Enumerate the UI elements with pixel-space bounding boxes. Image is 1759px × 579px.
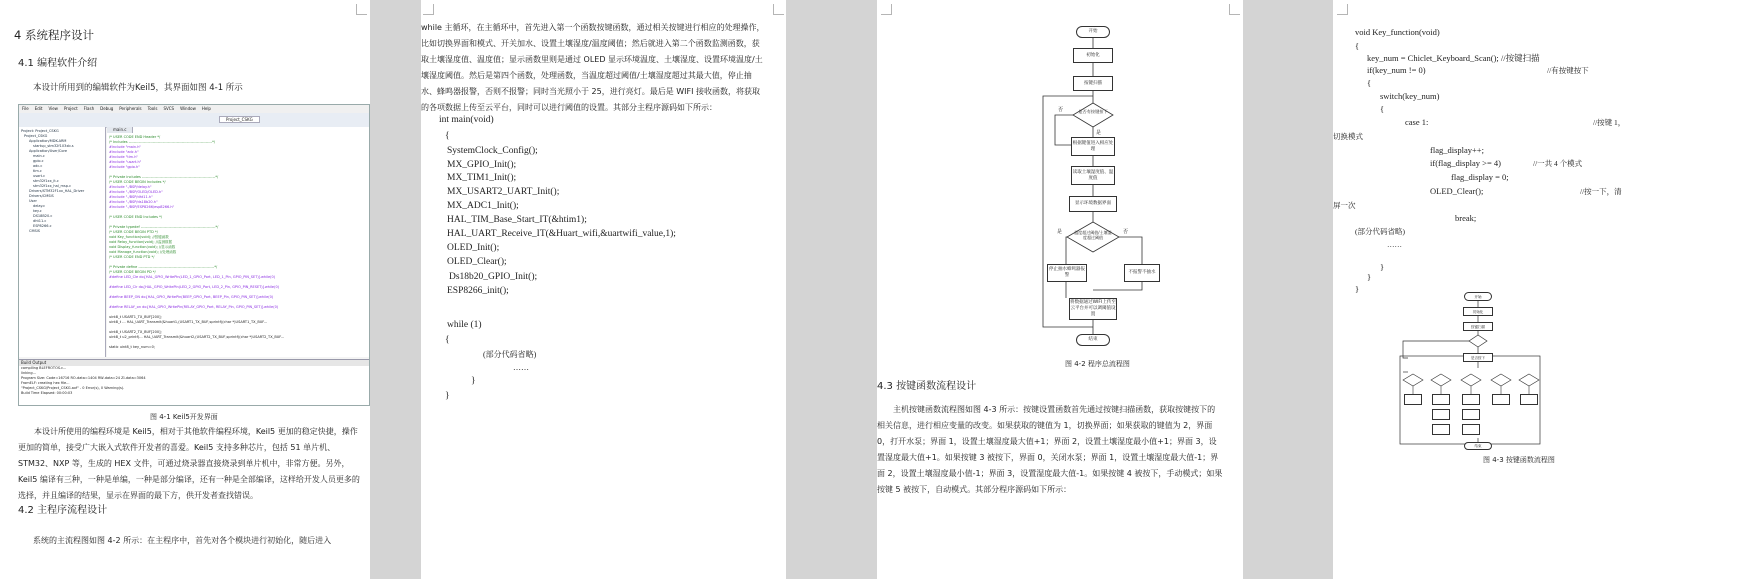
- key-action-box: [1432, 394, 1450, 405]
- key-action-box: [1462, 424, 1480, 435]
- code-line: void Relay_function(void); //监测数据: [109, 240, 172, 244]
- code-line: (部分代码省略): [1355, 227, 1405, 236]
- key-flow-pressed: 是否按下: [1463, 353, 1493, 362]
- flow-no-alarm: 不报警不抽水: [1124, 264, 1160, 282]
- code-line: HAL_UART_Receive_IT(&Huart_wifi,&uartwifi_value,1);: [447, 229, 676, 239]
- key-action-box: [1520, 394, 1538, 405]
- code-line: #include "usart.h": [109, 160, 142, 164]
- document-page-1: [0, 0, 370, 579]
- code-line: }: [1367, 272, 1372, 282]
- project-tree-item: Application/MDK-ARM: [29, 139, 67, 143]
- code-line: {: [445, 335, 450, 345]
- code-line: //一共 4 个模式: [1533, 159, 1583, 168]
- project-tree-item: Application/User/Core: [29, 149, 67, 153]
- code-line: void Manage_function(void); //处理函数: [109, 250, 177, 254]
- code-line: if(flag_display >= 4): [1430, 158, 1501, 168]
- code-line: #include "./BSP/OLED/OLED.h": [109, 190, 163, 194]
- key-flowchart-connectors: [1333, 0, 1759, 579]
- code-line: ……: [1387, 240, 1402, 249]
- code-line: #define LED_Clr do{HAL_GPIO_WritePin(LED_2_GPIO_Port, LED_2_Pin, GPIO_PIN_RESET)}while(0): [109, 285, 280, 289]
- code-line: /* Private includes ----------------------------------------------------------*/: [109, 175, 219, 179]
- project-tree-item: ESP8266.c: [33, 224, 52, 228]
- project-tree-item: tim.c: [33, 169, 42, 173]
- code-line: void Key_function(void); //按键函数: [109, 235, 169, 239]
- section-heading-4-2: 4.2 主程序流程设计: [18, 505, 108, 516]
- code-line: /* Private typedef -----------------------------------------------------------*/: [109, 225, 219, 229]
- code-line: {: [1355, 41, 1360, 51]
- document-page-3: [877, 0, 1243, 579]
- main-flow-intro-line: 系统的主流程图如图 4-2 所示：在主程序中，首先对各个模块进行初始化，随后进入: [33, 536, 332, 545]
- key-action-box: [1492, 394, 1510, 405]
- code-line: OLED_Clear();: [447, 257, 507, 267]
- document-page-4: [1333, 0, 1759, 579]
- key-action-box: [1462, 394, 1480, 405]
- figure-4-2-caption: 图 4-2 程序总流程图: [1065, 360, 1130, 368]
- project-tree-item: main.c: [33, 154, 45, 158]
- flow-no-label-2: 否: [1123, 229, 1129, 235]
- ide-toolbar: [19, 113, 369, 128]
- ide-menu-item: Edit: [34, 106, 43, 111]
- code-line: #include "./BSP/ds18b20.h": [109, 200, 158, 204]
- code-line: MX_GPIO_Init();: [447, 160, 517, 170]
- code-line: //有按键按下: [1547, 66, 1589, 75]
- figure-4-3-caption: 图 4-3 按键函数流程图: [1483, 456, 1555, 464]
- code-line: flag_display++;: [1430, 145, 1484, 155]
- ide-menu-item: Window: [180, 106, 196, 111]
- code-line: (部分代码省略): [483, 350, 537, 359]
- margin-corner-mark: [773, 4, 784, 15]
- code-line: static uint8_t key_num=0;: [109, 345, 156, 349]
- project-tree-item: delay.c: [33, 204, 46, 208]
- code-line: uint8_t USART1_TX_BUF[200];: [109, 315, 162, 319]
- code-line: MX_ADC1_Init();: [447, 201, 519, 211]
- key-action-box: [1432, 409, 1450, 420]
- build-output-line: FromELF: creating hex file...: [21, 381, 70, 385]
- margin-corner-mark: [423, 4, 434, 15]
- flow-stop-alarm: 停止抽水蜂鸣器报警: [1047, 264, 1087, 282]
- key-flow-scan: 按键扫描: [1463, 322, 1493, 331]
- ide-menu-item: Project: [63, 106, 78, 111]
- document-page-2: [421, 0, 786, 579]
- keil5-ide-screenshot: [18, 104, 370, 406]
- ide-menu-item: Help: [201, 106, 211, 111]
- flow-decision-threshold: 温度超过阈值/土壤湿度超过阈值: [1074, 230, 1112, 240]
- flow-yes-label-1: 是: [1096, 130, 1102, 136]
- ide-menu-item: Peripherals: [119, 106, 142, 111]
- margin-corner-mark: [356, 4, 367, 15]
- code-line: }: [445, 391, 450, 401]
- key-branch-decision: [1403, 374, 1423, 386]
- flow-no-label-1: 否: [1058, 107, 1064, 113]
- ide-build-output: [19, 359, 369, 406]
- key-action-box: [1404, 394, 1422, 405]
- code-line: }: [471, 376, 476, 386]
- code-line: #define LED_Cle do{HAL_GPIO_WritePin(LED_1_GPIO_Port, LED_1_Pin, GPIO_PIN_SET)}while(0): [109, 275, 276, 279]
- project-tree-item: Project: Project_CSKG: [21, 129, 59, 133]
- ide-code-editor: [107, 127, 369, 357]
- ide-menu-bar: [19, 105, 369, 113]
- code-line: /* Includes ------------------------------------------------------------------*/: [109, 140, 216, 144]
- code-line: case 1:: [1405, 117, 1429, 127]
- code-line: #define BEEP_ON do{HAL_GPIO_WritePin(BEEP_GPIO_Port, BEEP_Pin, GPIO_PIN_SET)}while(0): [109, 295, 274, 299]
- project-tree-item: Drivers/CMSIS: [29, 194, 54, 198]
- key-branch-decision: [1461, 374, 1481, 386]
- key-branch-decision: [1519, 374, 1539, 386]
- flow-display: 显示环境数据界面: [1069, 196, 1117, 212]
- code-line: MX_USART2_UART_Init();: [447, 187, 560, 197]
- code-line: {: [1367, 78, 1372, 88]
- flowchart-connectors: [877, 0, 1243, 400]
- key-function-paragraph: 主机按键函数流程图如图 4-3 所示：按键设置函数首先通过按键扫描函数，获取按键按下的相关信息，进行相应变量的改变。如果获取的键值为 1，切换界面；如果获取的键值为 2，界面 0，打开水泵；界面 1，设置土壤湿度最大值+1；界面 2，设置土壤湿度最小值+1；界面 3，设置湿度最大值+1。如果按键 3 被按下，界面 0，关闭水泵；界面 1，设置土壤湿度最大值-1；界面 2，设置土壤湿度最小值-1；界面 3，设置湿度最大值-1。如果按键 4 被按下，手动模式；如果按键 5 被按下，自动模式。其部分程序源码如下所示：: [877, 405, 1223, 494]
- code-line: #include "./BSP/dht11.h": [109, 195, 153, 199]
- keil5-description-paragraph: 本设计所使用的编程环境是 Keil5，相对于其他软件编程环境，Keil5 更加的稳定快捷，操作更加的简单，接受广大嵌入式软件开发者的喜爱。Keil5 支持多种芯片，包括 51 单片机、STM32、NXP 等，生成的 HEX 文件，可通过烧录器直接烧录到单片机中，非常方便。另外，Keil5 编译有三种，一种是单编，一种是部分编译，还有一种是全部编译，这样给开发人员更多的选择，并且编译的结果，显示在界面的最下方，供开发者查找错误。: [18, 427, 360, 500]
- ide-menu-item: SVCS: [163, 106, 175, 111]
- code-line: MX_TIM1_Init();: [447, 173, 517, 183]
- key-action-box: [1462, 409, 1480, 420]
- code-line: }: [1355, 284, 1360, 294]
- code-line: SystemClock_Config();: [447, 146, 538, 156]
- code-line: ESP8266_init();: [447, 286, 509, 296]
- build-output-line: Build Time Elapsed: 00:00:03: [21, 391, 73, 395]
- project-tree-item: startup_stm32f103xb.s: [33, 144, 74, 148]
- key-action-box: [1432, 424, 1450, 435]
- flow-yes-label-2: 是: [1057, 229, 1063, 235]
- ide-target-select: Project_CSKG: [219, 116, 260, 123]
- project-tree-item: gpio.c: [33, 159, 44, 163]
- flow-decision-key: 是否有按键按下: [1078, 109, 1108, 114]
- flow-init: 初始化: [1073, 48, 1113, 63]
- flow-key-scan: 按键扫描: [1073, 76, 1113, 91]
- intro-sentence: 本设计所用到的编辑软件为Keil5，其界面如图 4-1 所示: [33, 83, 243, 93]
- code-line: #define RELAY_on do{HAL_GPIO_WritePin(RELAY_GPIO_Port, RELAY_Pin, GPIO_PIN_SET)}while(0): [109, 305, 279, 309]
- section-heading-4-1: 4.1 编程软件介绍: [18, 58, 98, 69]
- build-output-line: linking...: [21, 371, 36, 375]
- project-tree-item: stm32f1xx_hal_msp.c: [33, 184, 71, 188]
- build-output-title: Build Output: [19, 360, 369, 366]
- code-line: uint8_t ... HAL_UART_Transmit(&huart1,(USART1_TX_BUF,sprintf((char *)USART1_TX_BUF...: [109, 320, 268, 324]
- project-tree-item: Drivers/STM32F1xx_HAL_Driver: [29, 189, 85, 193]
- code-line: #include "adc.h": [109, 150, 139, 154]
- code-line: /* USER CODE END Includes */: [109, 215, 163, 219]
- code-line: /* USER CODE BEGIN PTD */: [109, 230, 158, 234]
- ide-menu-item: File: [22, 106, 29, 111]
- code-line: if(key_num != 0): [1367, 65, 1426, 75]
- code-line: //按键 1，: [1593, 118, 1626, 127]
- code-line: OLED_Clear();: [1430, 186, 1484, 196]
- key-flow-init: 初始化: [1463, 307, 1493, 316]
- key-branch-decision: [1491, 374, 1511, 386]
- build-output-line: "Project_CSKG\Project_CSKG.axf" - 0 Error(s), 0 Warning(s).: [21, 386, 125, 390]
- code-line: uint8_t USART2_TX_BUF[200];: [109, 330, 162, 334]
- code-line: void Key_function(void): [1355, 27, 1440, 37]
- flow-start: 开始: [1076, 26, 1110, 38]
- ide-menu-item: Debug: [100, 106, 114, 111]
- code-line: void Display_function(void); //显示函数: [109, 245, 176, 249]
- project-tree-item: adc.c: [33, 164, 43, 168]
- code-line: //按一下，清: [1580, 187, 1622, 196]
- code-line: }: [1380, 262, 1385, 272]
- code-line: 切换模式: [1333, 132, 1363, 141]
- main-loop-paragraph: while 主循环，在主循环中，首先进入第一个函数按键函数，通过相关按键进行相应的处理操作，比如切换界面和模式、开关加水、设置土壤湿度/温度阈值；然后就进入第二个函数监测函数，获取土壤湿度值、温度值；显示函数里则是通过 OLED 显示环境温度、土壤湿度、设置环境温度/土壤湿度阈值。然后是第四个函数，处理函数，当温度超过阈值/土壤湿度超过其最大值，停止抽水、蜂鸣器报警，否则不报警；同时当光照小于 25，进行亮灯。最后是 WIFI 接收函数，将获取的各项数据上传至云平台，同时可以进行阈值的设置。其部分主程序源码如下所示：: [421, 23, 765, 112]
- section-heading-4-3: 4.3 按键函数流程设计: [877, 381, 977, 392]
- code-line: 屏一次: [1333, 201, 1356, 210]
- flow-handle-key: 根据键值进入相应处理: [1071, 137, 1115, 156]
- key-flow-start: 开始: [1464, 292, 1492, 301]
- key-branch-decision: [1431, 374, 1451, 386]
- build-output-line: compiling BLEFROTOS.c...: [21, 366, 67, 370]
- flow-wifi-upload: 将数据通过WIFI上传至云平台并可以调阈值设置: [1069, 298, 1117, 320]
- code-line: /* USER CODE END Header */: [109, 135, 161, 139]
- code-line: #include "tim.h": [109, 155, 139, 159]
- code-line: /* USER CODE END PTD */: [109, 255, 155, 259]
- code-line: #include "main.h": [109, 145, 142, 149]
- code-line: {: [445, 131, 450, 141]
- code-line: HAL_TIM_Base_Start_IT(&htim1);: [447, 215, 587, 225]
- project-tree-item: DS18B20.c: [33, 214, 53, 218]
- ide-menu-item: View: [48, 106, 58, 111]
- ide-project-tree: [19, 127, 106, 357]
- project-tree-item: usart.c: [33, 174, 46, 178]
- flow-end: 结束: [1076, 334, 1110, 346]
- code-line: /* USER CODE BEGIN PD */: [109, 270, 156, 274]
- project-tree-item: dht11.c: [33, 219, 47, 223]
- code-line: uint8_t u2_printf(... HAL_UART_Transmit(&huart2,(USART2_TX_BUF,sprintf((char *)USART2_TX_BUF...: [109, 335, 285, 339]
- code-line: Ds18b20_GPIO_Init();: [449, 272, 538, 282]
- chapter-heading: 4 系统程序设计: [14, 28, 94, 42]
- ide-editor-tab: main.c: [107, 127, 133, 133]
- ide-menu-item: Flash: [83, 106, 95, 111]
- code-line: flag_display = 0;: [1451, 172, 1509, 182]
- code-line: key_num = Chiclet_Keyboard_Scan(); //按键扫描: [1367, 53, 1540, 63]
- figure-4-1-caption: 图 4-1 Keil5开发界面: [150, 413, 218, 421]
- key-flow-end: 结束: [1464, 442, 1492, 450]
- project-tree-item: Project_CSKG: [24, 134, 48, 138]
- code-line: #include "./BSP/delay.h": [109, 185, 152, 189]
- flow-read-sensors: 读取土壤湿度值、温度值: [1071, 166, 1115, 185]
- project-tree-item: key.c: [33, 209, 42, 213]
- project-tree-item: User: [29, 199, 37, 203]
- code-line: switch(key_num): [1380, 91, 1440, 101]
- ide-menu-item: Tools: [147, 106, 158, 111]
- code-line: /* Private define ------------------------------------------------------------*/: [109, 265, 218, 269]
- code-line: OLED_Init();: [447, 243, 500, 253]
- code-line: #include "gpio.h": [109, 165, 140, 169]
- build-output-line: Program Size: Code=16716 RO-data=1404 RW-data=24 ZI-data=3064: [21, 376, 146, 380]
- code-line: #include "./BSP/ESP8266/esp8266.h": [109, 205, 175, 209]
- code-line: /* USER CODE BEGIN Includes */: [109, 180, 166, 184]
- project-tree-item: CMSIS: [29, 229, 40, 233]
- project-tree-item: stm32f1xx_it.c: [33, 179, 59, 183]
- code-line: int main(void): [439, 115, 494, 125]
- code-line: while (1): [447, 320, 482, 330]
- code-line: {: [1380, 104, 1385, 114]
- code-line: break;: [1455, 213, 1477, 223]
- code-line: ……: [513, 363, 529, 372]
